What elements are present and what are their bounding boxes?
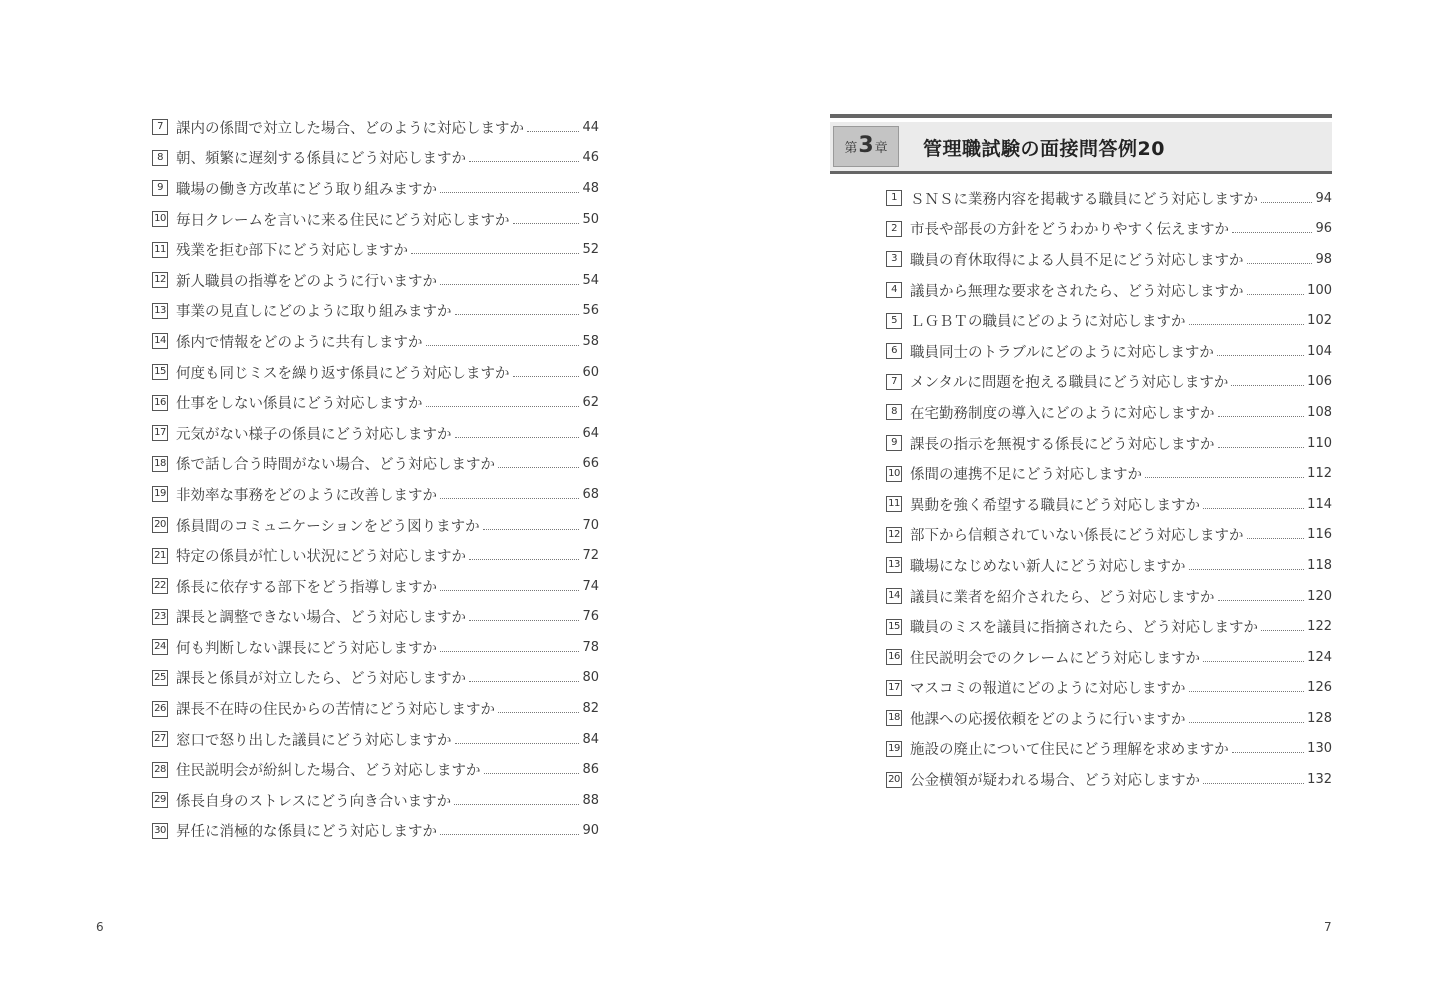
toc-entry-page: 80 [582,670,599,686]
toc-entry-number: 12 [152,272,168,288]
dot-leader [1189,691,1305,692]
toc-entry-title: 課長の指示を無視する係長にどう対応しますか [910,436,1215,453]
toc-entry-title: 毎日クレームを言いに来る住民にどう対応しますか [176,212,510,229]
dot-leader [1261,630,1304,631]
chapter-header [830,114,1332,174]
toc-entry-title: ＳＮＳに業務内容を掲載する職員にどう対応しますか [910,191,1258,208]
toc-entry [886,611,1332,642]
toc-entry-page: 128 [1307,710,1332,726]
toc-entry-page: 102 [1307,313,1332,329]
toc-entry-title: 残業を拒む部下にどう対応しますか [176,243,408,260]
page-number-right: 7 [1324,920,1332,934]
toc-entry-page: 120 [1307,588,1332,604]
toc-entry-title: 職員のミスを議員に指摘されたら、どう対応しますか [910,620,1258,637]
dot-leader [440,590,579,591]
toc-entry-page: 132 [1307,772,1332,788]
chapter-number: 3 [858,133,874,158]
toc-entry [886,397,1332,428]
toc-entry [886,489,1332,520]
toc-entry-number: 13 [886,557,902,573]
toc-entry-page: 64 [582,425,599,441]
toc-entry-title: 係員間のコミュニケーションをどう図りますか [176,518,480,535]
chapter-title: 管理職試験の面接問答例20 [923,138,1165,160]
toc-entry-page: 62 [582,395,599,411]
toc-entry-page: 52 [582,242,599,258]
toc-entry-title: 係で話し合う時間がない場合、どう対応しますか [176,457,495,474]
toc-entry [886,520,1332,551]
chapter-label [833,126,899,167]
toc-entry [152,296,599,327]
toc-entry-page: 88 [582,792,599,808]
toc-entry-page: 60 [582,364,599,380]
toc-entry-title: 特定の係員が忙しい状況にどう対応しますか [176,549,466,566]
toc-entry [886,244,1332,275]
toc-entry-page: 54 [582,272,599,288]
dot-leader [1218,416,1305,417]
toc-entry-number: 7 [886,374,902,390]
dot-leader [411,253,579,254]
toc-entry-number: 9 [886,435,902,451]
dot-leader [1217,355,1304,356]
dot-leader [455,437,580,438]
dot-leader [1247,294,1305,295]
toc-entry-page: 96 [1315,221,1332,237]
toc-entry [152,816,599,847]
dot-leader [440,498,579,499]
toc-entry [886,673,1332,704]
dot-leader [1261,202,1312,203]
toc-entry-title: 公金横領が疑われる場合、どう対応しますか [910,773,1200,790]
toc-entry-page: 82 [582,701,599,717]
page-number-left: 6 [96,920,104,934]
toc-entry [886,764,1332,795]
dot-leader [469,620,579,621]
toc-entry-number: 8 [886,404,902,420]
toc-entry-page: 110 [1307,435,1332,451]
toc-entry-number: 27 [152,731,168,747]
toc-entry-number: 15 [886,619,902,635]
dot-leader [1203,508,1304,509]
toc-entry-title: 昇任に消極的な係員にどう対応しますか [176,824,437,841]
toc-entry-title: メンタルに問題を抱える職員にどう対応しますか [910,375,1229,392]
toc-entry-page: 100 [1307,282,1332,298]
toc-entry-page: 130 [1307,741,1332,757]
toc-entry-number: 6 [886,343,902,359]
toc-entry-page: 70 [582,517,599,533]
toc-entry-page: 78 [582,639,599,655]
dot-leader [498,712,579,713]
toc-entry-title: 職員同士のトラブルにどのように対応しますか [910,344,1214,361]
dot-leader [469,559,579,560]
toc-entry [886,734,1332,765]
toc-entry-title: 係間の連携不足にどう対応しますか [910,467,1142,484]
toc-entry-title: 非効率な事務をどのように改善しますか [176,487,437,504]
toc-entry [152,663,599,694]
toc-entry-page: 66 [582,456,599,472]
dot-leader [1232,752,1304,753]
dot-leader [1218,447,1305,448]
toc-entry [152,724,599,755]
toc-entry [886,183,1332,214]
dot-leader [1247,263,1313,264]
toc-entry-number: 8 [152,150,168,166]
dot-leader [1145,477,1304,478]
dot-leader [1189,722,1305,723]
toc-entry [152,143,599,174]
toc-entry [152,540,599,571]
toc-entry-title: 施設の廃止について住民にどう理解を求めますか [910,742,1229,759]
dot-leader [440,284,579,285]
toc-entry-number: 1 [886,190,902,206]
toc-entry-number: 9 [152,180,168,196]
toc-entry-title: 事業の見直しにどのように取り組みますか [176,304,452,321]
header-rule-bottom [830,171,1332,174]
toc-entry-number: 22 [152,578,168,594]
toc-entry-title: 課内の係間で対立した場合、どのように対応しますか [176,120,524,137]
toc-entry [152,326,599,357]
toc-entry-title: 市長や部長の方針をどうわかりやすく伝えますか [910,222,1229,239]
toc-entry-number: 11 [886,496,902,512]
toc-entry-number: 24 [152,639,168,655]
toc-entry-page: 116 [1307,527,1332,543]
toc-entry-title: 新人職員の指導をどのように行いますか [176,273,437,290]
toc-entry [152,418,599,449]
header-rule-top [830,114,1332,118]
toc-entry-title: 職場の働き方改革にどう取り組みますか [176,181,437,198]
dot-leader [1203,783,1304,784]
toc-entry-number: 12 [886,527,902,543]
dot-leader [455,743,580,744]
toc-entry [152,632,599,663]
toc-entry-page: 106 [1307,374,1332,390]
toc-entry-title: 課長と係員が対立したら、どう対応しますか [176,671,466,688]
toc-entry-page: 118 [1307,557,1332,573]
toc-entry-title: 課長不在時の住民からの苦情にどう対応しますか [176,702,495,719]
toc-entry-number: 21 [152,548,168,564]
dot-leader [1218,600,1305,601]
toc-entry-page: 44 [582,119,599,135]
toc-entry-number: 17 [152,425,168,441]
toc-entry-page: 72 [582,548,599,564]
toc-entry-number: 18 [886,710,902,726]
toc-entry-page: 98 [1315,251,1332,267]
dot-leader [484,773,580,774]
toc-entry [886,581,1332,612]
toc-entry-number: 11 [152,242,168,258]
toc-entry-title: 何度も同じミスを繰り返す係員にどう対応しますか [176,365,510,382]
toc-entry-page: 126 [1307,680,1332,696]
toc-entry-number: 15 [152,364,168,380]
toc-entry-number: 10 [886,466,902,482]
toc-entry-number: 18 [152,456,168,472]
toc-entry-page: 124 [1307,649,1332,665]
dot-leader [1247,538,1305,539]
toc-entry-title: 係長自身のストレスにどう向き合いますか [176,793,452,810]
toc-entry [152,173,599,204]
toc-list-right [886,183,1332,795]
dot-leader [1232,232,1312,233]
toc-entry-number: 2 [886,221,902,237]
toc-entry-title: ＬＧＢＴの職員にどのように対応しますか [910,314,1186,331]
toc-entry-title: 他課への応援依頼をどのように行いますか [910,711,1186,728]
toc-entry-number: 25 [152,670,168,686]
dot-leader [513,376,580,377]
dot-leader [483,529,580,530]
toc-entry [886,214,1332,245]
dot-leader [469,681,579,682]
toc-entry-title: 何も判断しない課長にどう対応しますか [176,640,437,657]
dot-leader [426,345,580,346]
toc-entry-page: 112 [1307,466,1332,482]
toc-entry-title: マスコミの報道にどのように対応しますか [910,681,1186,698]
toc-entry-number: 28 [152,762,168,778]
toc-entry-number: 3 [886,251,902,267]
dot-leader [1203,661,1304,662]
toc-entry-title: 議員から無理な要求をされたら、どう対応しますか [910,283,1244,300]
toc-entry [152,112,599,143]
toc-entry-number: 17 [886,680,902,696]
toc-entry-title: 住民説明会が紛糾した場合、どう対応しますか [176,763,481,780]
toc-entry [152,693,599,724]
toc-entry-page: 122 [1307,619,1332,635]
toc-entry-number: 29 [152,792,168,808]
toc-entry-page: 50 [582,211,599,227]
toc-entry-title: 職場になじめない新人にどう対応しますか [910,558,1186,575]
toc-entry [152,479,599,510]
toc-entry-title: 課長と調整できない場合、どう対応しますか [176,610,466,627]
toc-entry [152,265,599,296]
toc-entry-number: 14 [152,333,168,349]
toc-entry [152,785,599,816]
toc-entry [886,550,1332,581]
toc-entry-title: 異動を強く希望する職員にどう対応しますか [910,497,1200,514]
chapter-suffix: 章 [874,141,888,156]
toc-entry [152,571,599,602]
toc-entry-page: 48 [582,180,599,196]
dot-leader [1189,324,1305,325]
toc-entry-number: 10 [152,211,168,227]
toc-entry-number: 20 [152,517,168,533]
toc-entry-title: 窓口で怒り出した議員にどう対応しますか [176,732,452,749]
toc-entry-page: 68 [582,486,599,502]
toc-entry-title: 在宅勤務制度の導入にどのように対応しますか [910,405,1215,422]
toc-entry-title: 係長に依存する部下をどう指導しますか [176,579,437,596]
toc-entry-number: 16 [152,395,168,411]
toc-entry [886,428,1332,459]
toc-entry [886,703,1332,734]
dot-leader [498,467,579,468]
toc-entry-page: 108 [1307,404,1332,420]
toc-entry-number: 30 [152,823,168,839]
toc-entry [152,449,599,480]
toc-entry-number: 20 [886,772,902,788]
toc-entry-title: 朝、頻繁に遅刻する係員にどう対応しますか [176,151,466,168]
dot-leader [440,651,579,652]
toc-entry [886,336,1332,367]
toc-entry [152,357,599,388]
toc-entry-page: 76 [582,609,599,625]
toc-list-left [152,112,599,846]
toc-entry-number: 4 [886,282,902,298]
toc-entry [152,754,599,785]
toc-entry-number: 14 [886,588,902,604]
toc-entry-title: 議員に業者を紹介されたら、どう対応しますか [910,589,1215,606]
dot-leader [440,834,579,835]
toc-entry [152,602,599,633]
dot-leader [513,223,580,224]
toc-entry-page: 74 [582,578,599,594]
toc-entry-number: 26 [152,701,168,717]
toc-entry-page: 58 [582,333,599,349]
toc-entry-page: 56 [582,303,599,319]
dot-leader [527,131,579,132]
toc-entry [152,387,599,418]
chapter-prefix: 第 [844,141,858,156]
toc-entry-number: 13 [152,303,168,319]
dot-leader [426,406,580,407]
dot-leader [455,314,580,315]
toc-entry [152,234,599,265]
toc-entry-title: 住民説明会でのクレームにどう対応しますか [910,650,1200,667]
toc-entry-number: 23 [152,609,168,625]
dot-leader [440,192,579,193]
toc-entry-number: 19 [152,486,168,502]
toc-entry-page: 90 [582,823,599,839]
toc-entry [886,275,1332,306]
toc-entry-number: 19 [886,741,902,757]
dot-leader [469,161,579,162]
toc-entry-number: 16 [886,649,902,665]
toc-entry-number: 7 [152,119,168,135]
dot-leader [1231,385,1304,386]
toc-entry-page: 84 [582,731,599,747]
toc-entry [152,510,599,541]
dot-leader [1189,569,1305,570]
toc-entry-title: 仕事をしない係員にどう対応しますか [176,396,423,413]
dot-leader [454,804,579,805]
toc-entry-page: 86 [582,762,599,778]
toc-entry [886,642,1332,673]
toc-entry-page: 104 [1307,343,1332,359]
toc-entry [886,458,1332,489]
toc-entry-title: 係内で情報をどのように共有しますか [176,334,423,351]
toc-entry-title: 元気がない様子の係員にどう対応しますか [176,426,452,443]
toc-entry-page: 114 [1307,496,1332,512]
toc-entry [886,305,1332,336]
toc-entry [886,367,1332,398]
toc-entry-page: 46 [582,150,599,166]
toc-entry-page: 94 [1315,190,1332,206]
toc-entry-title: 部下から信頼されていない係長にどう対応しますか [910,528,1244,545]
toc-entry-title: 職員の育休取得による人員不足にどう対応しますか [910,252,1244,269]
toc-entry [152,204,599,235]
toc-entry-number: 5 [886,313,902,329]
